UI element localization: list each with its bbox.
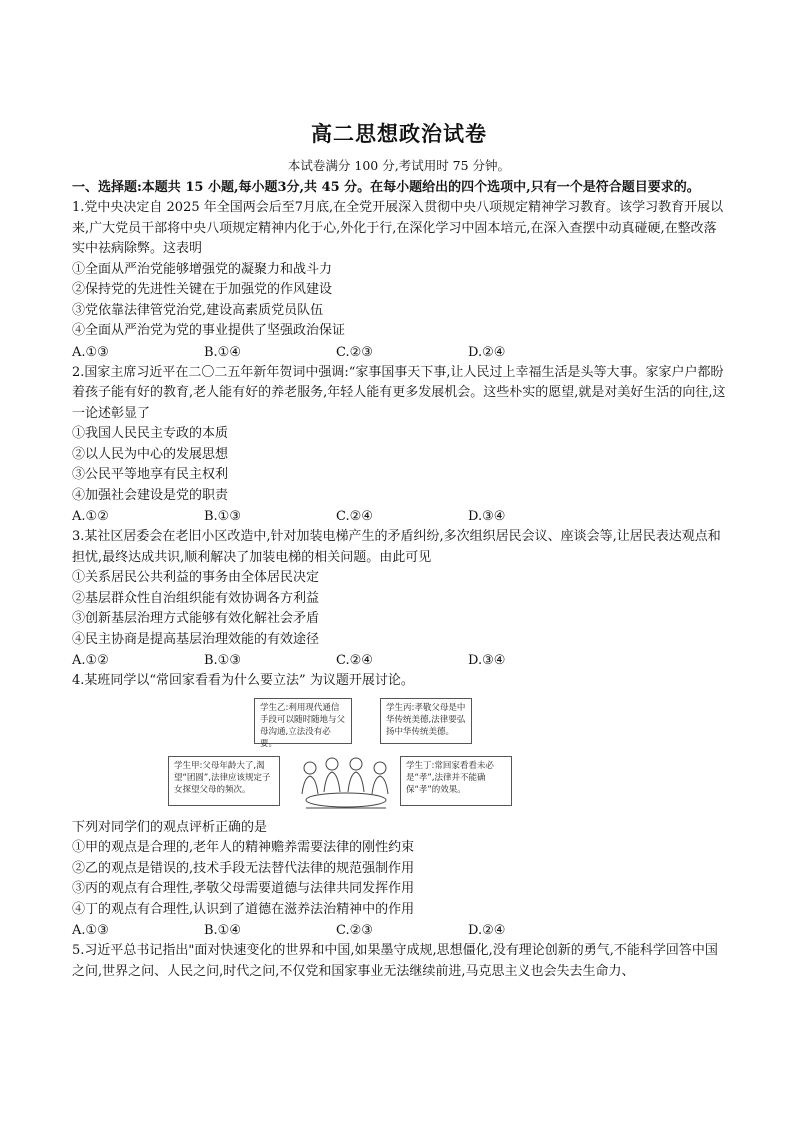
q2-item-3: ③公民平等地享有民主权利	[72, 467, 229, 482]
q1-item-2: ②保持党的先进性关键在于加强党的作风建设	[72, 282, 333, 297]
q4-option-d[interactable]: D.②④	[468, 923, 506, 938]
q4-item-2: ②乙的观点是错误的,技术手段无法替代法律的规范强制作用	[72, 860, 415, 876]
question-4-stem: 4.某班同学以“常回家看看为什么要立法” 为议题开展讨论。	[72, 673, 414, 688]
q3-option-d[interactable]: D.③④	[468, 653, 506, 668]
question-3-stem: 3.某社区居委会在老旧小区改造中,针对加装电梯产生的矛盾纠纷,多次组织居民会议、座谈会等,让居民表达观点和担忧,最终达成共识,顺利解决了加装电梯的相关问题。由此可见	[72, 529, 721, 565]
q4-item-4: ④丁的观点有合理性,认识到了道德在滋养法治精神中的作用	[72, 901, 415, 917]
q4-option-a[interactable]: A.①③	[72, 923, 109, 938]
q4-item-1: ①甲的观点是合理的,老年人的精神赡养需要法律的刚性约束	[72, 840, 415, 855]
q1-option-a[interactable]: A.①③	[72, 344, 109, 360]
q3-option-c[interactable]: C.②④	[336, 653, 373, 668]
q2-item-4: ④加强社会建设是党的职责	[72, 487, 229, 503]
q1-item-4: ④全面从严治党为党的事业提供了坚强政治保证	[72, 323, 346, 338]
bubble-student-ding: 学生丁:常回家看看未必是“孝”,法律并不能确保“孝”的效果。	[400, 756, 512, 806]
q1-option-c[interactable]: C.②③	[336, 344, 373, 360]
q4-option-b[interactable]: B.①④	[204, 923, 241, 938]
q1-item-3: ③党依靠法律管党治党,建设高素质党员队伍	[72, 302, 324, 318]
q3-option-a[interactable]: A.①②	[72, 653, 109, 668]
q1-option-d[interactable]: D.②④	[468, 344, 506, 360]
q2-option-c[interactable]: C.②④	[336, 509, 373, 524]
students-illustration	[296, 754, 396, 810]
q2-options	[72, 506, 726, 527]
q3-item-1: ①关系居民公共利益的事务由全体居民决定	[72, 570, 320, 585]
bubble-student-bing: 学生丙:孝敬父母是中华传统美德,法律要弘扬中华传统美德。	[380, 698, 472, 744]
q4-prompt: 下列对同学们的观点评析正确的是	[72, 819, 268, 835]
q3-item-4: ④民主协商是提高基层治理效能的有效途径	[72, 631, 320, 647]
question-1-stem: 1.党中央决定自 2025 年全国两会后至7月底,在全党开展深入贯彻中央八项规定精神学习教育。该学习教育开展以来,广大党员干部将中央八项规定精神内化于心,外化于行,在深化学习中固本培元,在深入查摆中动真碰硬,在整改落实中祛病除弊。这表明	[72, 200, 724, 256]
question-2-stem: 2.国家主席习近平在二〇二五年新年贺词中强调:“家事国事天下事,让人民过上幸福生活是头等大事。家家户户都盼着孩子能有好的教育,老人能有好的养老服务,年轻人能有更多发展机会。这些朴实的愿望,就是对美好生活的向往,这一论述彰显了	[72, 364, 726, 421]
exam-page	[72, 118, 726, 982]
q1-option-b[interactable]: B.①④	[204, 344, 241, 360]
exam-info: 本试卷满分 100 分,考试用时 75 分钟。	[287, 158, 511, 173]
q3-option-b[interactable]: B.①③	[204, 653, 241, 668]
q2-option-d[interactable]: D.③④	[468, 509, 506, 524]
q2-item-2: ②以人民为中心的发展思想	[72, 446, 229, 462]
q3-item-3: ③创新基层治理方式能够有效化解社会矛盾	[72, 611, 320, 626]
q2-item-1: ①我国人民民主专政的本质	[72, 426, 229, 441]
q3-options	[72, 650, 726, 671]
q4-options	[72, 920, 726, 941]
q2-option-b[interactable]: B.①③	[204, 509, 241, 524]
bubble-student-yi: 学生乙:利用现代通信手段可以随时随地与父母沟通,立法没有必要。	[254, 698, 352, 744]
section-heading: 一、选择题:本题共 15 小题,每小题3分,共 45 分。在每小题给出的四个选项中,只有一个是符合题目要求的。	[72, 180, 700, 195]
q4-item-3: ③丙的观点有合理性,孝敬父母需要道德与法律共同发挥作用	[72, 881, 415, 896]
q3-item-2: ②基层群众性自治组织能有效协调各方利益	[72, 590, 320, 606]
page-title: 高二思想政治试卷	[311, 121, 487, 146]
q2-option-a[interactable]: A.①②	[72, 509, 109, 524]
question-5-stem: 5.习近平总书记指出"面对快速变化的世界和中国,如果墨守成规,思想僵化,没有理论创新的勇气,不能科学回答中国之问,世界之问、人民之问,时代之问,不仅党和国家事业无法继续前进,马克思主义也会失去生命力、	[72, 943, 718, 979]
q4-option-c[interactable]: C.②③	[336, 923, 373, 938]
bubble-student-jia: 学生甲:父母年龄大了,渴望“团圆”,法律应该规定子女探望父母的频次。	[168, 756, 280, 806]
q1-options	[72, 342, 726, 363]
q1-item-1: ①全面从严治党能够增强党的凝聚力和战斗力	[72, 261, 333, 277]
discussion-figure	[168, 698, 518, 810]
